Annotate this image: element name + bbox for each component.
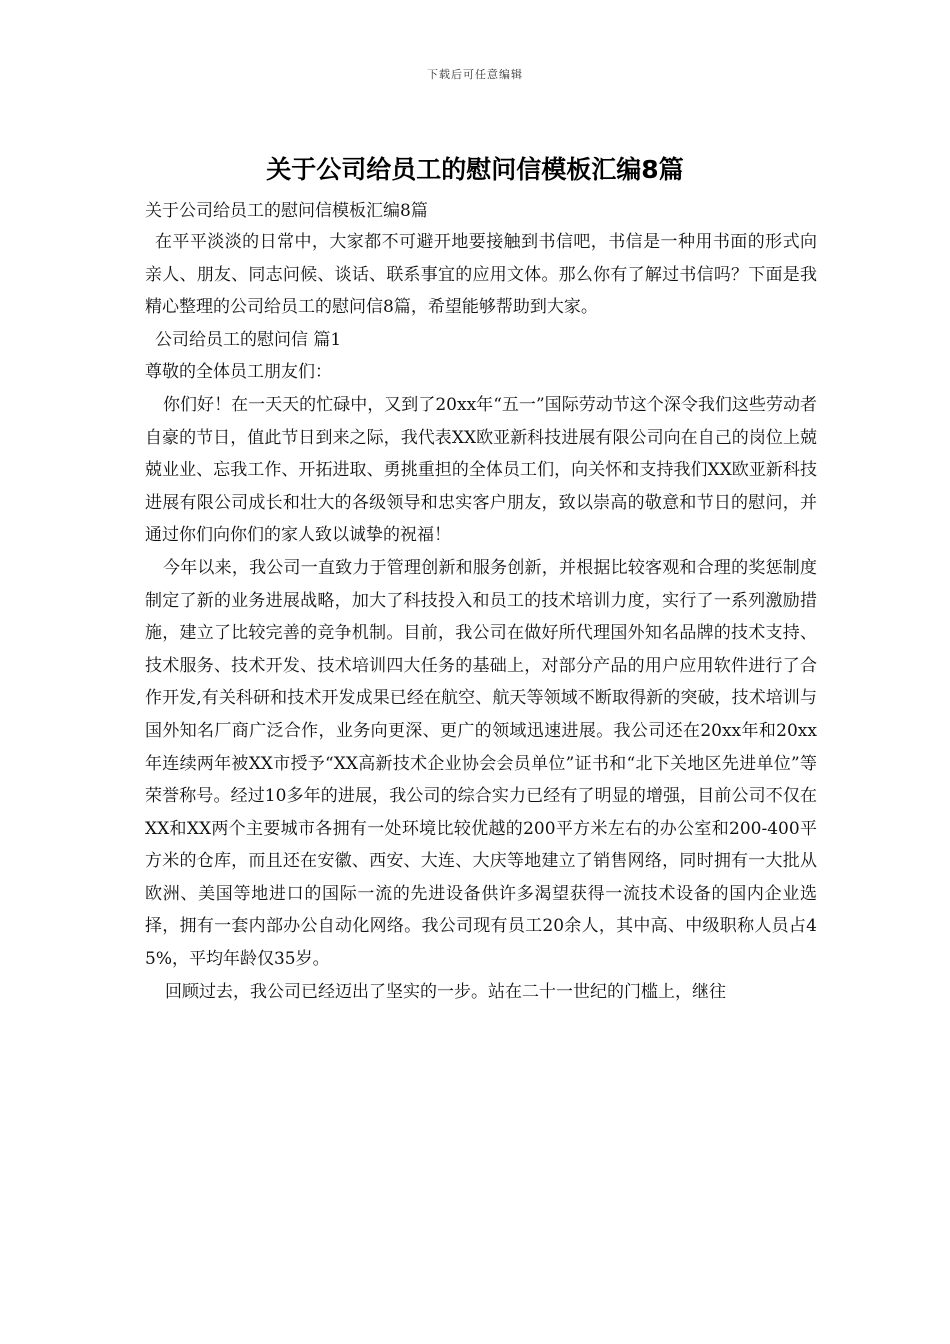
body-paragraph-2: 今年以来，我公司一直致力于管理创新和服务创新，并根据比较客观和合理的奖惩制度制定了新的业务进展战略，加大了科技投入和员工的技术培训力度，实行了一系列激励措施，建立了比较完善的竞争机制。目前，我公司在做好所代理国外知名品牌的技术支持、技术服务、技术开发、技术培训四大任务的基础上，对部分产品的用户应用软件进行了合作开发,有关科研和技术开发成果已经在航空、航天等领域不断取得新的突破，技术培训与国外知名厂商广泛合作，业务向更深、更广的领域迅速进展。我公司还在20xx年和20xx年连续两年被XX市授予“XX高新技术企业协会会员单位”证书和“北下关地区先进单位”等荣誉称号。经过10多年的进展，我公司的综合实力已经有了明显的增强，目前公司不仅在XX和XX两个主要城市各拥有一处环境比较优越的200平方米左右的办公室和200-400平方米的仓库，而且还在安徽、西安、大连、大庆等地建立了销售网络，同时拥有一大批从欧洲、美国等地进口的国际一流的先进设备供许多渴望获得一流技术设备的国内企业选择，拥有一套内部办公自动化网络。我公司现有员工20余人，其中高、中级职称人员占45%，平均年龄仅35岁。 [145,557,817,970]
body-paragraph-3: 回顾过去，我公司已经迈出了坚实的一步。站在二十一世纪的门槛上，继往 [165,981,726,1002]
section-heading: 公司给员工的慰问信 篇1 [155,329,342,350]
intro-paragraph: 在平平淡淡的日常中，大家都不可避开地要接触到书信吧，书信是一种用书面的形式向亲人、朋友、同志问候、谈话、联系事宜的应用文体。那么你有了解过书信吗？下面是我精心整理的公司给员工的慰问信8篇，希望能够帮助到大家。 [145,232,817,318]
document-subtitle: 关于公司给员工的慰问信模板汇编8篇 [145,201,428,221]
header-note: 下载后可任意编辑 [427,68,523,81]
document-body [145,196,817,1008]
page-title: 关于公司给员工的慰问信模板汇编8篇 [266,155,684,184]
body-paragraph-1: 你们好！在一天天的忙碌中，又到了20xx年“五一”国际劳动节这个深令我们这些劳动者自豪的节日，值此节日到来之际，我代表XX欧亚新科技进展有限公司向在自己的岗位上兢兢业业、忘我工作、开拓进取、勇挑重担的全体员工们，向关怀和支持我们XX欧亚新科技进展有限公司成长和壮大的各级领导和忠实客户朋友，致以崇高的敬意和节日的慰问，并通过你们向你们的家人致以诚挚的祝福！ [145,394,817,546]
salutation: 尊敬的全体员工朋友们： [145,362,332,383]
